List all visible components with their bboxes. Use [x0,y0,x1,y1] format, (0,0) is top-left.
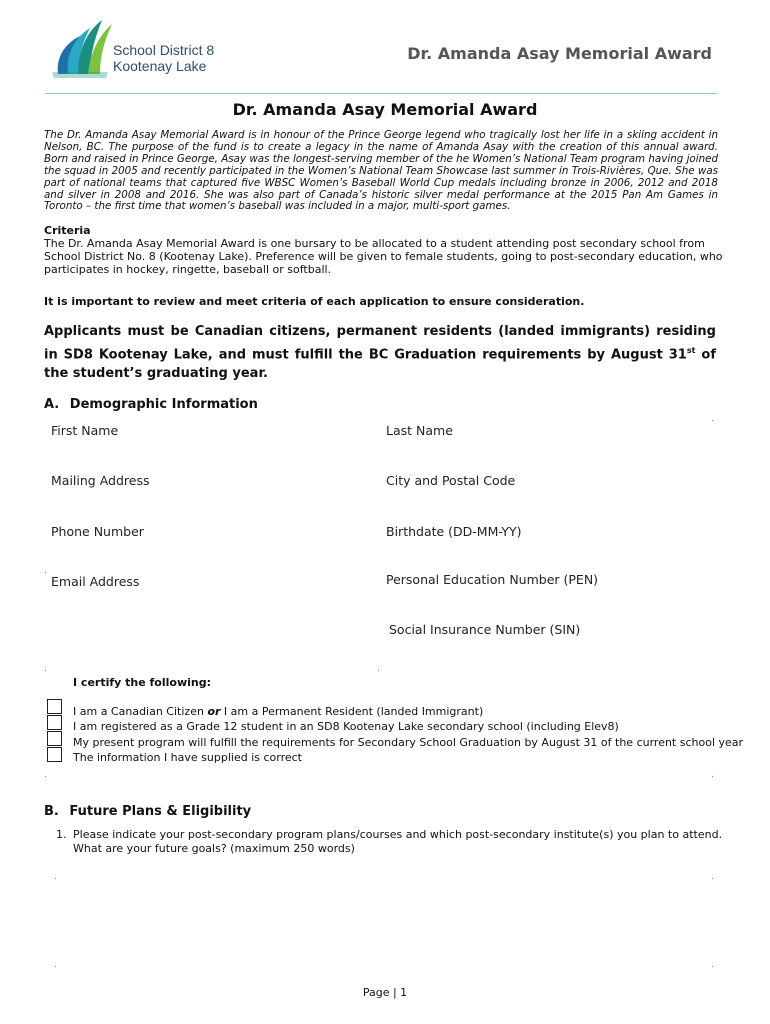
mailing-address-field[interactable]: Mailing Address [51,473,150,488]
field-marker: . [54,960,57,970]
header-divider [45,93,717,94]
cert-item-citizen [73,705,483,718]
applicants-superscript: st [686,346,696,355]
cert-item-citizen-pre: I am a Canadian Citizen [73,705,208,718]
field-marker: . [377,664,380,674]
cert-checkbox-program[interactable] [47,731,62,746]
field-marker: . [711,414,714,424]
birthdate-field[interactable]: Birthdate (DD-MM-YY) [386,524,522,539]
applicants-text-pre: Applicants must be Canadian citizens, permanent residents (landed immigrants) residing in SD8 Kootenay Lake, and must fulfill the BC Graduation requirements by August 31 [44,324,716,363]
question-1-text: Please indicate your post-secondary program plans/courses and which post-secondary institute(s) you plan to attend. What are your future goals? (maximum 250 words) [73,828,723,855]
field-marker: . [44,566,47,576]
section-b-letter: B. [44,804,59,819]
district-logo [50,14,120,80]
page-number: Page | 1 [362,986,408,999]
cert-checkbox-registered[interactable] [47,715,62,730]
important-notice: It is important to review and meet criteria of each application to ensure consideration. [44,295,585,308]
last-name-field[interactable]: Last Name [386,423,453,438]
logo-text-line1: School District 8 [113,42,215,58]
district-logo-icon [50,14,120,80]
applicant-requirements [44,322,716,383]
field-marker: . [711,960,714,970]
header-title: Dr. Amanda Asay Memorial Award [407,44,712,63]
section-a-title: Demographic Information [69,397,258,412]
intro-paragraph: The Dr. Amanda Asay Memorial Award is in honour of the Prince George legend who tragically lost her life in a skiing accident in Nelson, BC. The purpose of the fund is to create a legacy in the name of Amanda Asay with the creation of this annual award. Born and raised in Prince George, Asay was the longest-serving member of the he Women’s National Team program having joined the squad in 2005 and recently participated in the Women’s National Team Showcase last summer in Trois-Rivières, Que. She was part of national teams that captured five WBSC Women’s Baseball World Cup medals including bronze in 2006, 2012 and 2018 and silver in 2008 and 2016. She was also part of Canada’s historic silver medal performance at the 2015 Pan Am Games in Toronto – the first time that women’s baseball was included in a major, multi-sport games. [44,129,718,213]
city-postal-field[interactable]: City and Postal Code [386,473,516,488]
first-name-field[interactable]: First Name [51,423,119,438]
cert-item-citizen-or: or [207,705,221,718]
cert-item-citizen-post: I am a Permanent Resident (landed Immigrant) [220,705,484,718]
field-marker: . [44,770,47,780]
criteria-text: The Dr. Amanda Asay Memorial Award is one bursary to be allocated to a student attending post secondary school from School District No. 8 (Kootenay Lake). Preference will be given to female students, going to post-secondary education, who participates in hockey, ringette, baseball or softball. [44,237,723,277]
section-a-letter: A. [44,397,60,412]
applicants-text-post: of the student’s graduating year. [44,347,716,382]
certify-heading: I certify the following: [73,676,211,689]
cert-item-information: The information I have supplied is correct [73,751,302,764]
pen-field[interactable]: Personal Education Number (PEN) [386,572,599,587]
email-field[interactable]: Email Address [51,574,140,589]
field-marker: . [54,872,57,882]
field-marker: . [711,770,714,780]
logo-text-line2: Kootenay Lake [113,58,207,74]
cert-item-program: My present program will fulfill the requirements for Secondary School Graduation by August 31 of the current school year [73,736,744,749]
field-marker: . [44,664,47,674]
cert-checkbox-information[interactable] [47,747,62,762]
question-1-answer-area[interactable] [54,876,714,966]
cert-item-registered: I am registered as a Grade 12 student in an SD8 Kootenay Lake secondary school (including Elev8) [73,720,619,733]
page-title: Dr. Amanda Asay Memorial Award [232,100,538,119]
section-b-title: Future Plans & Eligibility [69,804,252,819]
question-1-number: 1. [56,828,67,841]
criteria-heading: Criteria [44,224,91,237]
section-a-heading [44,397,258,412]
field-marker: . [711,872,714,882]
section-b-heading [44,804,251,819]
sin-field[interactable]: Social Insurance Number (SIN) [389,622,581,637]
phone-field[interactable]: Phone Number [51,524,144,539]
cert-checkbox-citizen[interactable] [47,699,62,714]
